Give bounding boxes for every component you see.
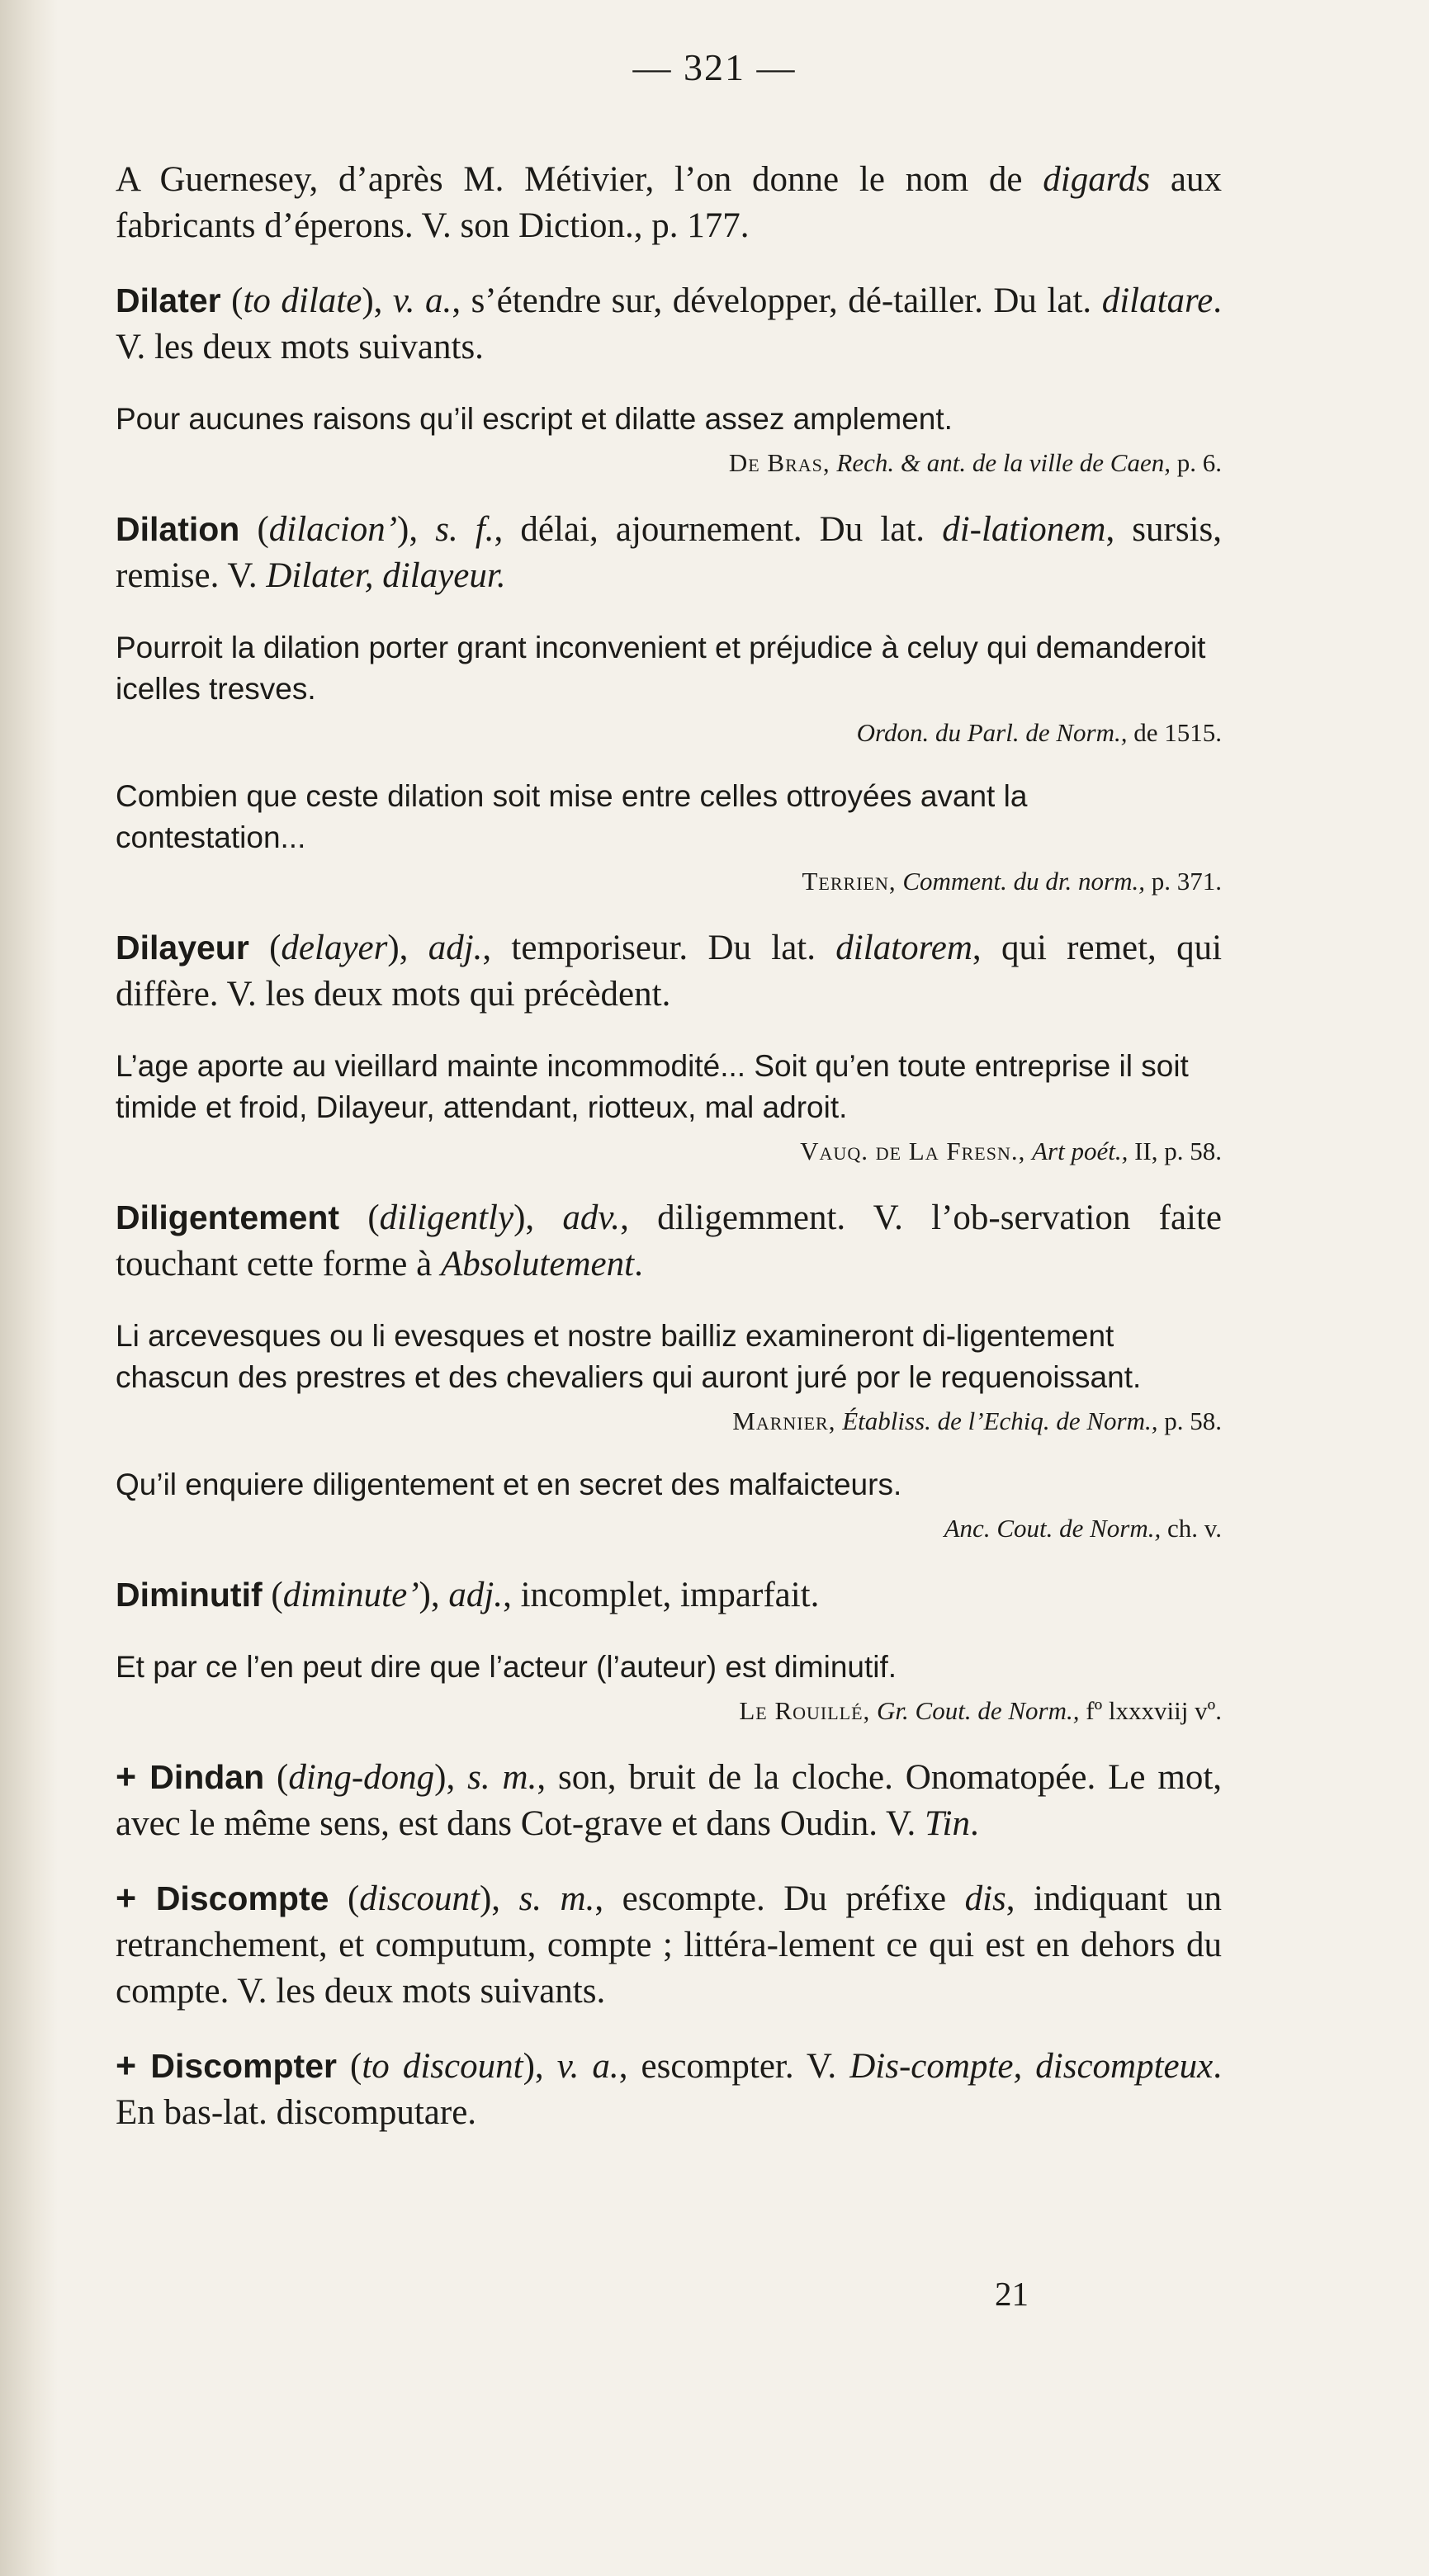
headword: Discompte (155, 1879, 329, 1917)
quotation: Qu’il enquiere diligentement et en secret des malfaicteurs. (116, 1468, 902, 1501)
entry-discompte: + Discompte (discount), s. m., escompte. Du préfixe dis, indiquant un retranchement, et computum, compte ; littéra-lement ce qui est en dehors du compte. V. les deux mots suivants. (116, 1879, 1222, 2011)
quotation: L’age aporte au vieillard mainte incommodité... Soit qu’en toute entreprise il soit timide et froid, Dilayeur, attendant, riotteux, mal adroit. (116, 1049, 1189, 1124)
citation-source: De Bras, Rech. & ant. de la ville de Caen, p. 6. (728, 448, 1222, 477)
quotation: Li arcevesques ou li evesques et nostre bailliz examineront di-ligentement chascun des prestres et des chevaliers qui auront juré por le requenoissant. (116, 1319, 1142, 1394)
quotation: Pourroit la dilation porter grant inconvenient et préjudice à celuy qui demanderoit icelles tresves. (116, 631, 1206, 706)
citation-source: Vauq. de La Fresn., Art poét., II, p. 58. (800, 1137, 1222, 1165)
entry-diminutif: Diminutif (diminute’), adj., incomplet, imparfait. (116, 1576, 820, 1614)
quotation: Combien que ceste dilation soit mise entre celles ottroyées avant la contestation... (116, 779, 1028, 854)
headword: Dindan (149, 1758, 265, 1796)
headword: Dilayeur (116, 929, 249, 967)
citation-source: Ordon. du Parl. de Norm., de 1515. (856, 718, 1222, 747)
quotation: Et par ce l’en peut dire que l’acteur (l’auteur) est diminutif. (116, 1650, 897, 1684)
entry-continuation: A Guernesey, d’après M. Métivier, l’on donne le nom de digards aux fabricants d’éperons. V. son Diction., p. 177. (116, 160, 1222, 245)
entry-diligentement: Diligentement (diligently), adv., diligemment. V. l’ob-servation faite touchant cette forme à Absolutement. (116, 1198, 1223, 1283)
entry-discompter: + Discompter (to discount), v. a., escompter. V. Dis-compte, discompteux. En bas-lat. discomputare. (116, 2046, 1222, 2132)
page-edge-shadow (0, 0, 58, 2576)
entry-dindan: + Dindan (ding-dong), s. m., son, bruit de la cloche. Onomatopée. Le mot, avec le même sens, est dans Cot-grave et dans Oudin. V. Tin. (116, 1757, 1223, 1843)
citation-source: Marnier, Établiss. de l’Echiq. de Norm., p. 58. (732, 1406, 1222, 1435)
entry-dilayeur: Dilayeur (delayer), adj., temporiseur. Du lat. dilatorem, qui remet, qui diffère. V. les deux mots qui précèdent. (116, 929, 1223, 1014)
signature-mark: 21 (995, 2275, 1029, 2313)
headword: Diligentement (116, 1198, 340, 1236)
citation-source: Terrien, Comment. du dr. norm., p. 371. (802, 867, 1222, 896)
quotation: Pour aucunes raisons qu’il escript et dilatte assez amplement. (116, 402, 953, 436)
citation-source: Le Rouillé, Gr. Cout. de Norm., fº lxxxviij vº. (739, 1696, 1222, 1725)
entry-dilation: Dilation (dilacion’), s. f., délai, ajournement. Du lat. di-lationem, sursis, remise. V. Dilater, dilayeur. (116, 510, 1223, 595)
headword: Dilater (116, 281, 221, 319)
citation-source: Anc. Cout. de Norm., ch. v. (944, 1514, 1222, 1543)
headword: Dilation (116, 510, 240, 548)
dictionary-column (116, 157, 1222, 2164)
page-number: — 321 — (632, 46, 797, 88)
entry-dilater: Dilater (to dilate), v. a., s’étendre sur, développer, dé-tailler. Du lat. dilatare. V. les deux mots suivants. (116, 281, 1223, 366)
headword: Discompter (150, 2047, 337, 2085)
headword: Diminutif (116, 1576, 263, 1614)
